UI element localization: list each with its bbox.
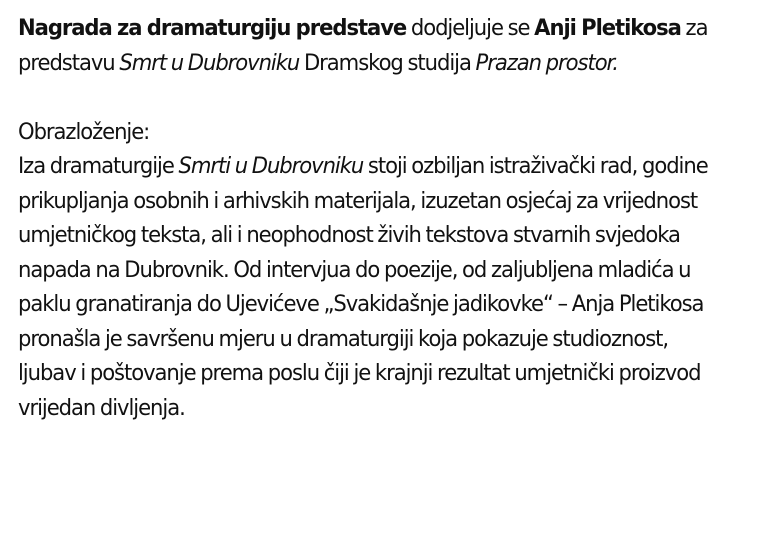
rationale-heading: Obrazloženje: [18,119,150,145]
theatre-name: Prazan prostor. [475,50,618,76]
award-title: Nagrada za dramaturgiju predstave [18,16,407,41]
rationale-text-2: stoji ozbiljan istraživački rad, godine prikupljanja osobnih i arhivskih materijala, izuzetan osjećaj za vrijednost umjetničkog teksta, ali i neophodnost živih tekstova stvarnih svjedoka napada na Dubrovnik. Od intervjua do poezije, od zaljubljena mladića u paklu granatiranja do Ujevićeve „Svakidašnje jadikovke“ – Anja Pletikosa pronašla je savršenu mjeru u dramaturgiji koja pokazuje studioznost, ljubav i poštovanje prema poslu čiji je krajnji rezultat umjetnički proizvod vrijedan divljenja. [18,154,708,421]
rationale-text-1: Iza dramaturgije [18,154,179,179]
rationale-play-title: Smrti u Dubrovniku [178,154,364,179]
award-text-3: Dramskog studija [299,50,476,76]
paragraph-spacer [18,81,726,116]
award-text-2: za predstavu [18,16,708,76]
award-text-1: dodjeljuje se [406,16,535,41]
award-recipient: Anji Pletikosa [534,16,681,41]
rationale-paragraph [18,150,726,426]
play-title: Smrt u Dubrovniku [119,50,300,76]
document-body [18,12,726,426]
award-paragraph [18,12,726,81]
